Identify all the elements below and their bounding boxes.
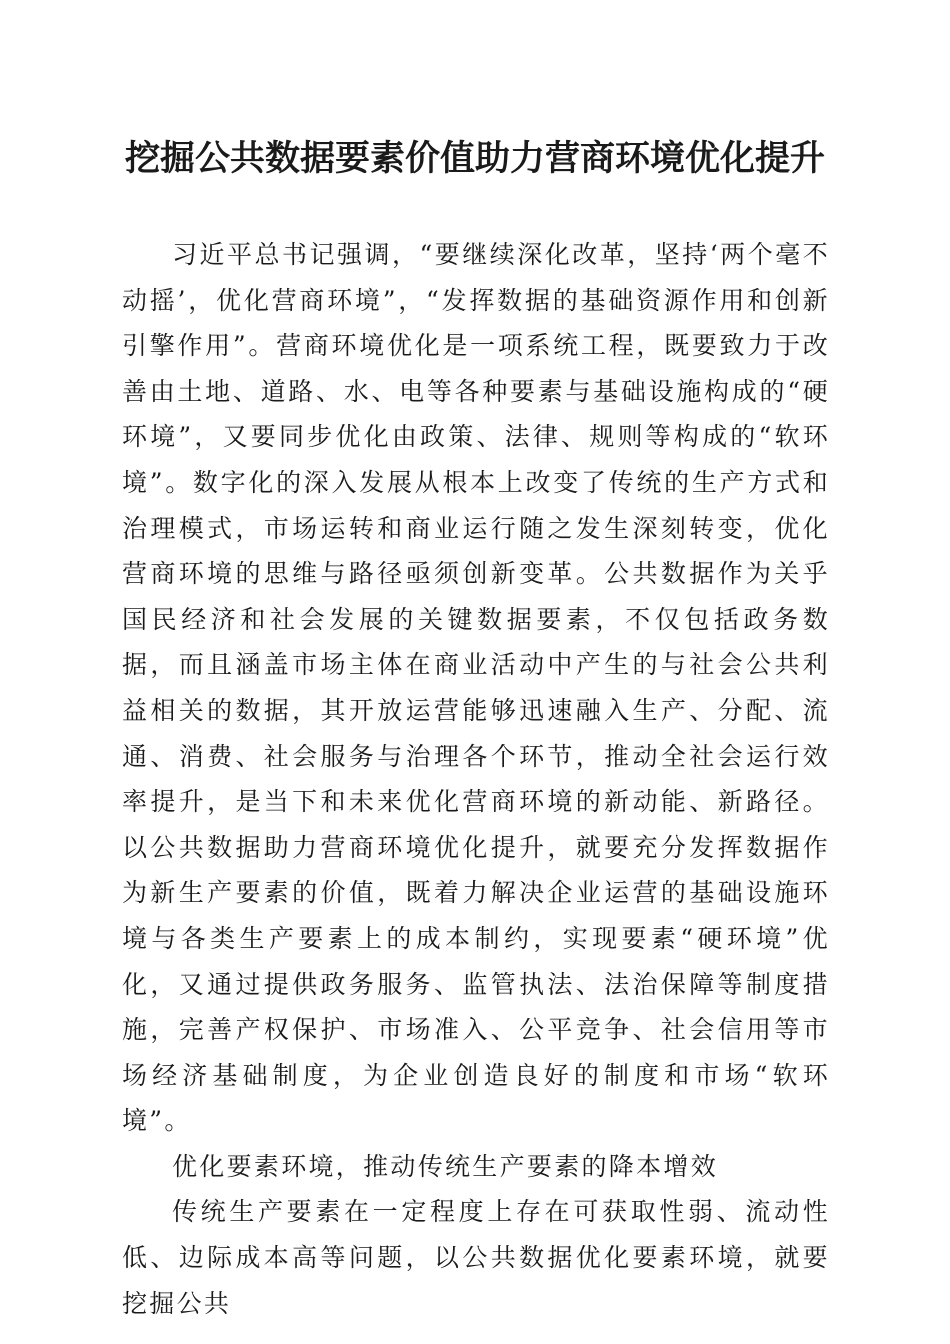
section-heading: 优化要素环境，推动传统生产要素的降本增效: [172, 1151, 719, 1181]
document-body: [122, 232, 830, 1326]
body-paragraph-intro: 习近平总书记强调，“要继续深化改革，坚持‘两个毫不动摇’，优化营商环境”，“发挥数据的基础资源作用和创新引擎作用”。营商环境优化是一项系统工程，既要致力于改善由土地、道路、水、电等各种要素与基础设施构成的“硬环境”，又要同步优化由政策、法律、规则等构成的“软环境”。数字化的深入发展从根本上改变了传统的生产方式和治理模式，市场运转和商业运行随之发生深刻转变，优化营商环境的思维与路径亟须创新变革。公共数据作为关乎国民经济和社会发展的关键数据要素，不仅包括政务数据，而且涵盖市场主体在商业活动中产生的与社会公共利益相关的数据，其开放运营能够迅速融入生产、分配、流通、消费、社会服务与治理各个环节，推动全社会运行效率提升，是当下和未来优化营商环境的新动能、新路径。以公共数据助力营商环境优化提升，就要充分发挥数据作为新生产要素的价值，既着力解决企业运营的基础设施环境与各类生产要素上的成本制约，实现要素“硬环境”优化，又通过提供政务服务、监管执法、法治保障等制度措施，完善产权保护、市场准入、公平竞争、社会信用等市场经济基础制度，为企业创造良好的制度和市场“软环境”。: [122, 240, 830, 1136]
body-paragraph-section: 传统生产要素在一定程度上存在可获取性弱、流动性低、边际成本高等问题，以公共数据优化要素环境，就要挖掘公共: [122, 1197, 830, 1318]
document-title: 挖掘公共数据要素价值助力营商环境优化提升: [124, 138, 825, 179]
